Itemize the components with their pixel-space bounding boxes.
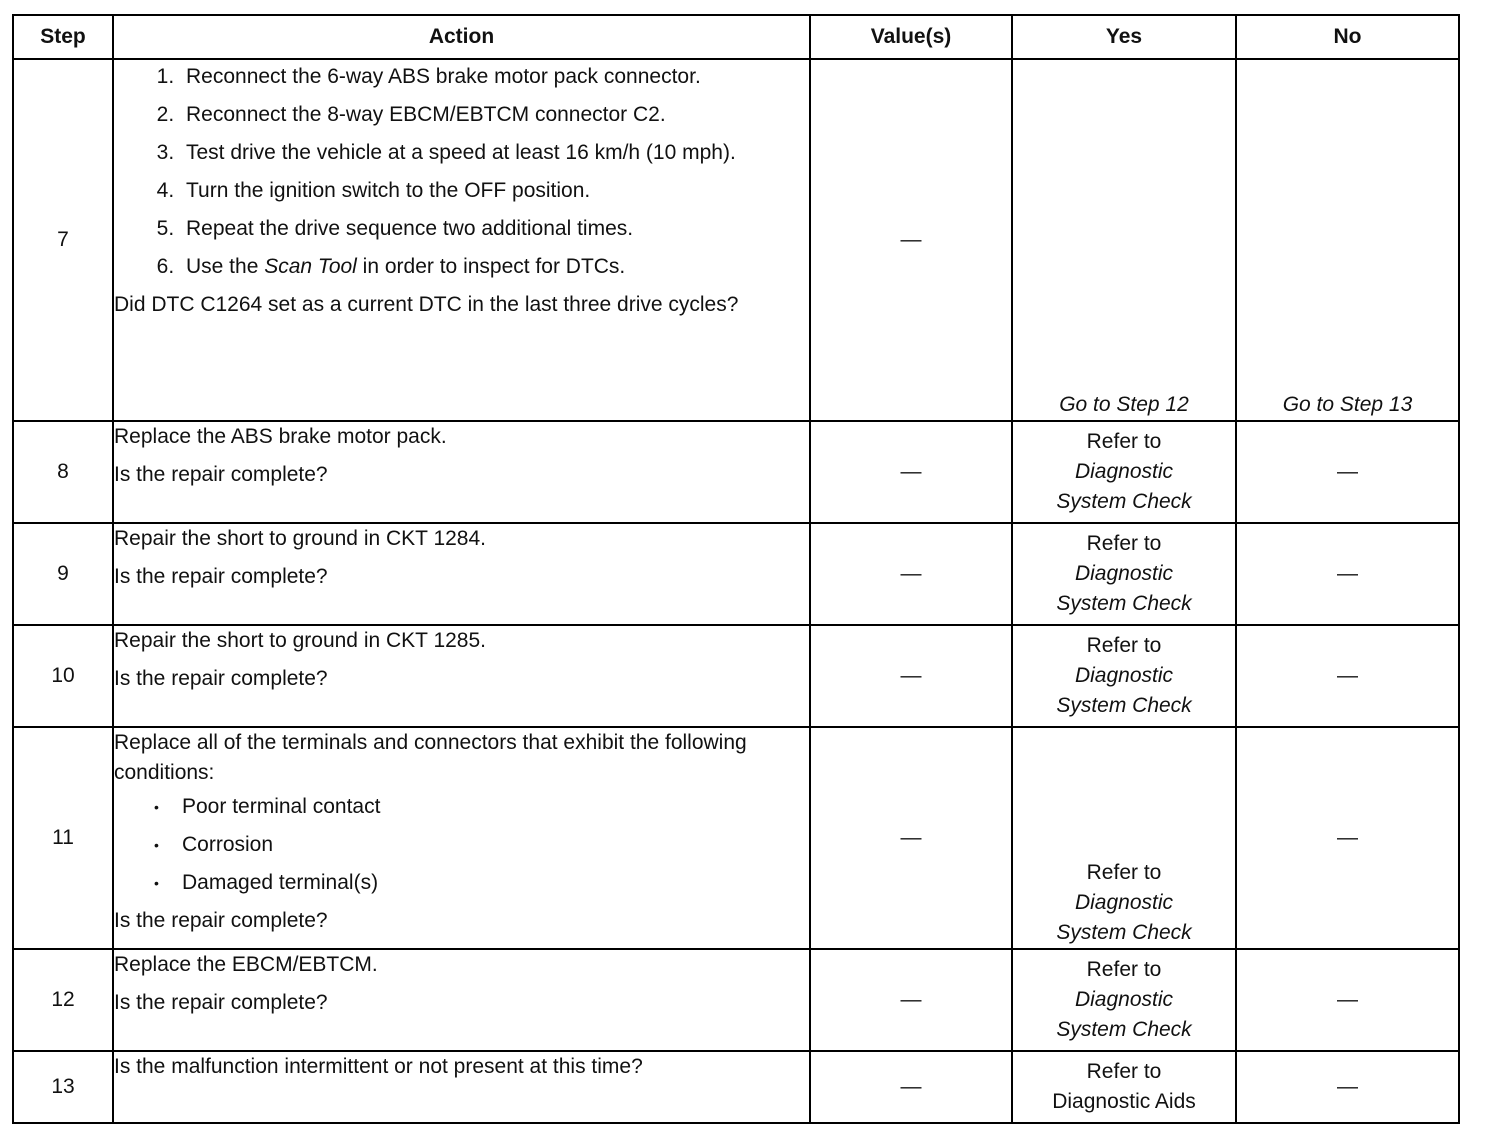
header-no: No — [1236, 15, 1459, 59]
header-action: Action — [113, 15, 810, 59]
yes-link: Diagnostic Aids — [1052, 1090, 1196, 1113]
yes-refer: Refer to — [1086, 430, 1162, 453]
no-cell: — — [1236, 949, 1459, 1051]
yes-link: System Check — [1056, 694, 1192, 717]
scan-tool-term: Scan Tool — [264, 255, 357, 278]
list-item: 4. Turn the ignition switch to the OFF position. — [180, 176, 809, 206]
yes-link: Diagnostic — [1074, 562, 1174, 585]
value-cell: — — [810, 727, 1012, 949]
diagnostic-table — [12, 14, 1460, 1124]
value-cell: — — [810, 625, 1012, 727]
action-cell — [113, 421, 810, 523]
item-text: Use the — [186, 255, 265, 278]
yes-cell — [1012, 727, 1236, 949]
step-number: 11 — [13, 727, 113, 949]
yes-link: System Check — [1056, 1018, 1192, 1041]
list-item: 2. Reconnect the 8-way EBCM/EBTCM connector C2. — [180, 100, 809, 130]
yes-link: Diagnostic — [1074, 460, 1174, 483]
table-row — [13, 949, 1459, 1051]
yes-link: System Check — [1056, 921, 1192, 944]
table-row — [13, 59, 1459, 421]
no-cell: — — [1236, 421, 1459, 523]
header-step: Step — [13, 15, 113, 59]
action-text: Replace the ABS brake motor pack. — [114, 425, 447, 448]
value-cell: — — [810, 523, 1012, 625]
list-item: • Poor terminal contact — [178, 792, 809, 822]
yes-cell — [1012, 523, 1236, 625]
action-cell — [113, 727, 810, 949]
action-question: Did DTC C1264 set as a current DTC in the last three drive cycles? — [114, 293, 739, 316]
yes-refer: Refer to — [1086, 532, 1162, 555]
step-number: 8 — [13, 421, 113, 523]
action-text: Repair the short to ground in CKT 1284. — [114, 527, 487, 550]
table-row — [13, 523, 1459, 625]
list-item: 3. Test drive the vehicle at a speed at least 16 km/h (10 mph). — [180, 138, 809, 168]
yes-cell — [1012, 1051, 1236, 1123]
yes-refer: Refer to — [1086, 861, 1162, 884]
action-question: Is the repair complete? — [114, 565, 328, 588]
action-text: Replace the EBCM/EBTCM. — [114, 953, 378, 976]
step-number: 13 — [13, 1051, 113, 1123]
value-cell: — — [810, 1051, 1012, 1123]
no-cell: — — [1236, 625, 1459, 727]
step-number: 12 — [13, 949, 113, 1051]
action-cell — [113, 949, 810, 1051]
no-cell: — — [1236, 1051, 1459, 1123]
action-text: Replace all of the terminals and connectors that exhibit the following conditions: — [114, 731, 747, 784]
list-item: 1. Reconnect the 6-way ABS brake motor pack connector. — [180, 62, 809, 92]
yes-refer: Refer to — [1086, 958, 1162, 981]
no-cell: — — [1236, 727, 1459, 949]
list-item — [180, 252, 809, 282]
no-cell: Go to Step 13 — [1236, 59, 1459, 421]
action-question: Is the repair complete? — [114, 909, 328, 932]
item-text: in order to inspect for DTCs. — [356, 255, 626, 278]
header-values: Value(s) — [810, 15, 1012, 59]
table-row — [13, 625, 1459, 727]
action-text: Repair the short to ground in CKT 1285. — [114, 629, 487, 652]
step-number: 7 — [13, 59, 113, 421]
header-yes: Yes — [1012, 15, 1236, 59]
yes-cell: Go to Step 12 — [1012, 59, 1236, 421]
no-cell: — — [1236, 523, 1459, 625]
yes-refer: Refer to — [1086, 1060, 1162, 1083]
list-item: • Corrosion — [178, 830, 809, 860]
yes-link: System Check — [1056, 592, 1192, 615]
yes-cell — [1012, 625, 1236, 727]
list-item: 5. Repeat the drive sequence two additional times. — [180, 214, 809, 244]
yes-link: Diagnostic — [1074, 891, 1174, 914]
value-cell: — — [810, 421, 1012, 523]
action-question: Is the malfunction intermittent or not present at this time? — [114, 1055, 643, 1078]
step-number: 9 — [13, 523, 113, 625]
yes-cell — [1012, 421, 1236, 523]
action-question: Is the repair complete? — [114, 667, 328, 690]
action-steps-list — [114, 62, 809, 282]
step-number: 10 — [13, 625, 113, 727]
action-cell — [113, 625, 810, 727]
yes-link: System Check — [1056, 490, 1192, 513]
value-cell: — — [810, 949, 1012, 1051]
header-row — [13, 15, 1459, 59]
conditions-list — [114, 792, 809, 898]
yes-refer: Refer to — [1086, 634, 1162, 657]
action-question: Is the repair complete? — [114, 991, 328, 1014]
action-cell — [113, 523, 810, 625]
yes-link: Diagnostic — [1074, 988, 1174, 1011]
table-row — [13, 1051, 1459, 1123]
table-row — [13, 421, 1459, 523]
action-cell — [113, 59, 810, 421]
action-cell — [113, 1051, 810, 1123]
value-cell: — — [810, 59, 1012, 421]
table-row — [13, 727, 1459, 949]
list-item: • Damaged terminal(s) — [178, 868, 809, 898]
yes-link: Diagnostic — [1074, 664, 1174, 687]
yes-cell — [1012, 949, 1236, 1051]
action-question: Is the repair complete? — [114, 463, 328, 486]
